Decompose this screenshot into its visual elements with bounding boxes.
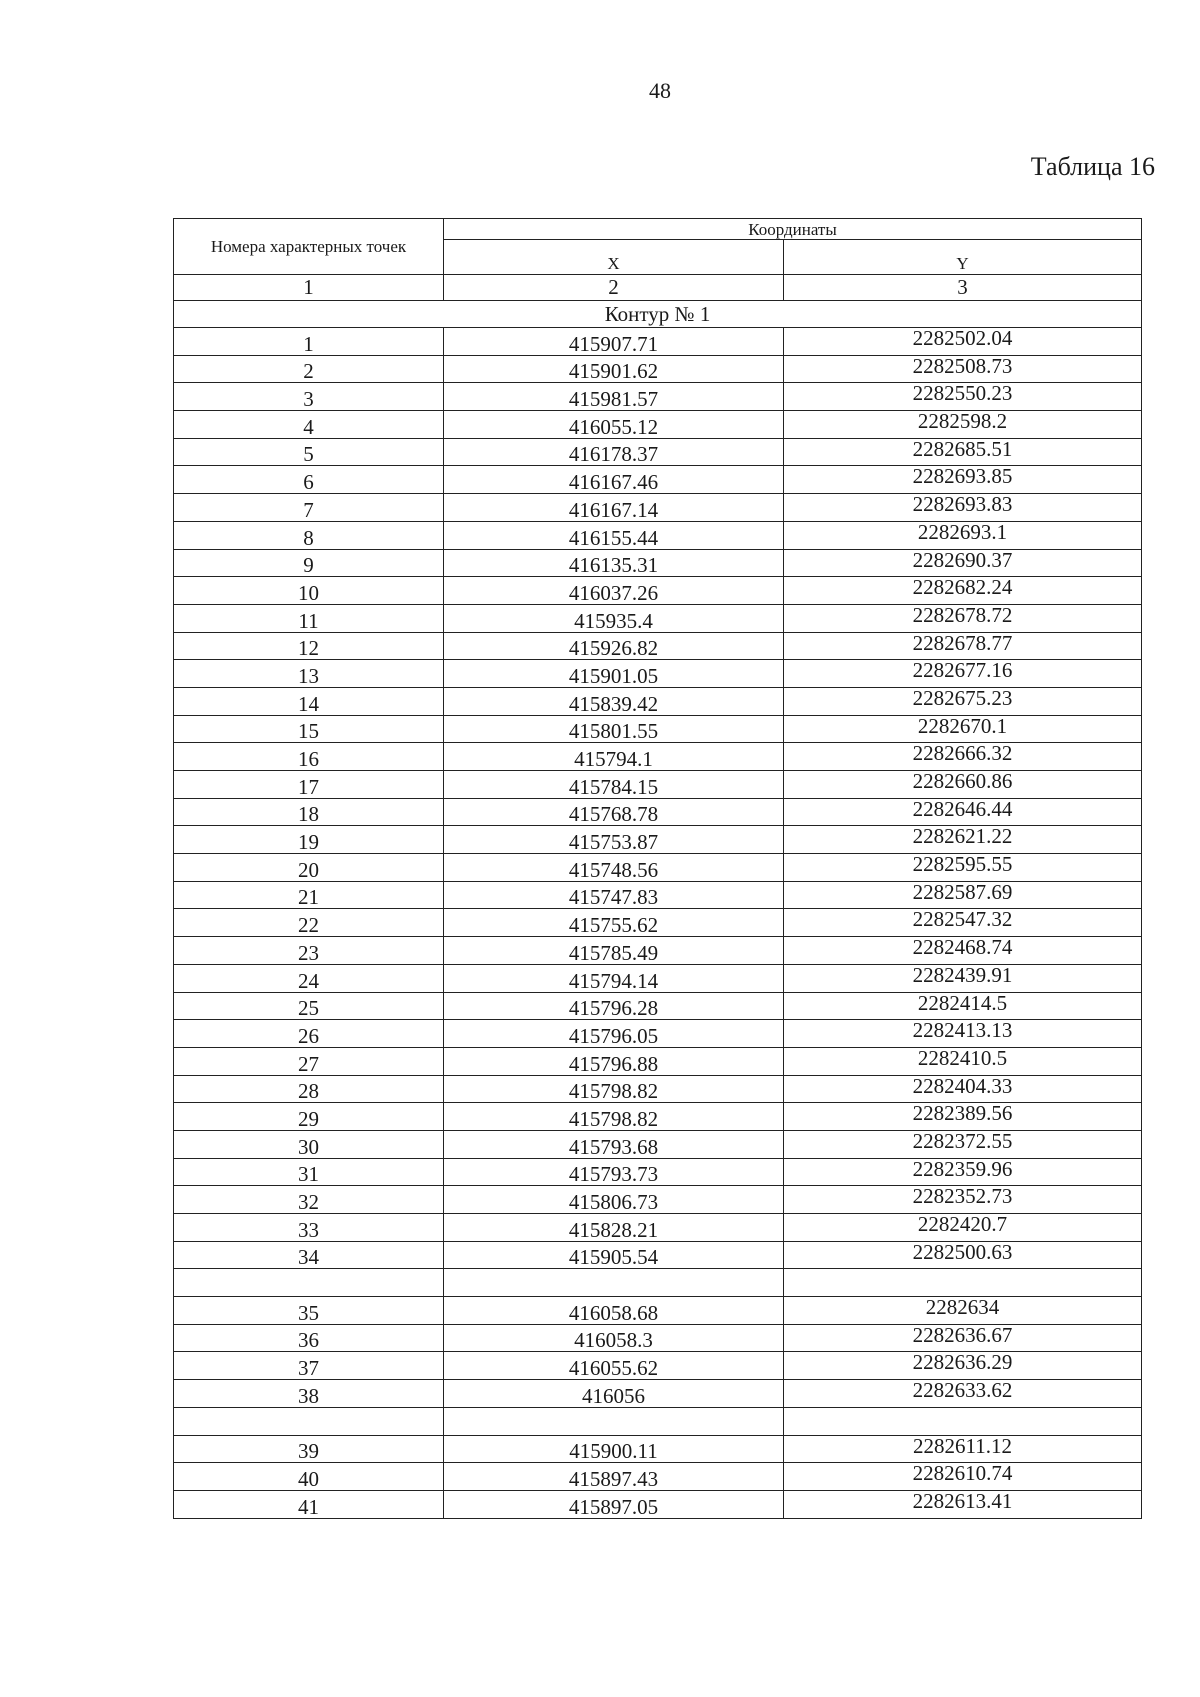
point-number-cell: 27	[174, 1047, 444, 1075]
table-row	[174, 964, 1142, 992]
x-coordinate-cell: 416167.46	[444, 466, 784, 494]
point-number-cell: 20	[174, 854, 444, 882]
x-coordinate-cell: 415935.4	[444, 604, 784, 632]
point-number-cell: 29	[174, 1103, 444, 1131]
y-coordinate-cell: 2282598.2	[784, 411, 1142, 439]
y-coordinate-cell: 2282611.12	[784, 1435, 1142, 1463]
y-coordinate-cell: 2282595.55	[784, 854, 1142, 882]
y-coordinate-cell: 2282677.16	[784, 660, 1142, 688]
table-row	[174, 1047, 1142, 1075]
y-coordinate-cell: 2282636.29	[784, 1352, 1142, 1380]
x-coordinate-cell: 416178.37	[444, 438, 784, 466]
table-row	[174, 909, 1142, 937]
point-number-cell: 32	[174, 1186, 444, 1214]
point-number-cell: 31	[174, 1158, 444, 1186]
x-coordinate-cell: 415897.05	[444, 1490, 784, 1518]
x-coordinate-cell: 415796.05	[444, 1020, 784, 1048]
table-row	[174, 798, 1142, 826]
table-row	[174, 715, 1142, 743]
x-coordinate-cell: 415897.43	[444, 1463, 784, 1491]
x-coordinate-cell: 416055.62	[444, 1352, 784, 1380]
x-coordinate-cell: 416058.3	[444, 1324, 784, 1352]
x-coordinate-cell: 416155.44	[444, 521, 784, 549]
x-coordinate-cell: 415796.28	[444, 992, 784, 1020]
x-coordinate-cell: 415839.42	[444, 687, 784, 715]
table-row	[174, 494, 1142, 522]
point-number-cell: 25	[174, 992, 444, 1020]
table-row	[174, 1490, 1142, 1518]
point-number-cell: 11	[174, 604, 444, 632]
point-number-cell: 28	[174, 1075, 444, 1103]
point-number-cell: 8	[174, 521, 444, 549]
coordinates-table	[173, 218, 1142, 1519]
table-row	[174, 1075, 1142, 1103]
x-coordinate-cell: 415747.83	[444, 881, 784, 909]
point-number-cell: 4	[174, 411, 444, 439]
point-number-cell: 22	[174, 909, 444, 937]
table-row	[174, 1158, 1142, 1186]
y-coordinate-cell: 2282690.37	[784, 549, 1142, 577]
point-number-cell: 40	[174, 1463, 444, 1491]
y-header: Y	[784, 240, 1142, 275]
table-row	[174, 1103, 1142, 1131]
table-row	[174, 992, 1142, 1020]
table-row	[174, 1380, 1142, 1408]
x-coordinate-cell	[444, 1269, 784, 1297]
column-number: 3	[784, 275, 1142, 301]
y-coordinate-cell: 2282660.86	[784, 771, 1142, 799]
table-row	[174, 604, 1142, 632]
x-coordinate-cell: 415828.21	[444, 1214, 784, 1242]
point-number-cell: 6	[174, 466, 444, 494]
table-row	[174, 632, 1142, 660]
x-coordinate-cell: 415905.54	[444, 1241, 784, 1269]
y-coordinate-cell: 2282587.69	[784, 881, 1142, 909]
y-coordinate-cell: 2282468.74	[784, 937, 1142, 965]
x-coordinate-cell: 415748.56	[444, 854, 784, 882]
points-header: Номера характерных точек	[174, 219, 444, 275]
table-row	[174, 743, 1142, 771]
table-row	[174, 1186, 1142, 1214]
y-coordinate-cell: 2282359.96	[784, 1158, 1142, 1186]
x-coordinate-cell: 415793.68	[444, 1130, 784, 1158]
table-row	[174, 1130, 1142, 1158]
y-coordinate-cell: 2282420.7	[784, 1214, 1142, 1242]
table-row	[174, 1435, 1142, 1463]
point-number-cell: 38	[174, 1380, 444, 1408]
x-coordinate-cell: 415794.1	[444, 743, 784, 771]
x-coordinate-cell: 415926.82	[444, 632, 784, 660]
point-number-cell: 16	[174, 743, 444, 771]
table-row	[174, 438, 1142, 466]
point-number-cell: 17	[174, 771, 444, 799]
x-coordinate-cell: 416056	[444, 1380, 784, 1408]
x-coordinate-cell: 415755.62	[444, 909, 784, 937]
point-number-cell: 21	[174, 881, 444, 909]
x-coordinate-cell: 415798.82	[444, 1103, 784, 1131]
point-number-cell: 33	[174, 1214, 444, 1242]
point-number-cell: 15	[174, 715, 444, 743]
y-coordinate-cell: 2282413.13	[784, 1020, 1142, 1048]
y-coordinate-cell: 2282613.41	[784, 1490, 1142, 1518]
table-row	[174, 826, 1142, 854]
x-coordinate-cell: 415907.71	[444, 328, 784, 356]
table-row	[174, 937, 1142, 965]
point-number-cell: 3	[174, 383, 444, 411]
column-number: 1	[174, 275, 444, 301]
x-header: X	[444, 240, 784, 275]
point-number-cell: 26	[174, 1020, 444, 1048]
point-number-cell: 10	[174, 577, 444, 605]
table-row	[174, 411, 1142, 439]
y-coordinate-cell: 2282693.1	[784, 521, 1142, 549]
table-row	[174, 521, 1142, 549]
y-coordinate-cell: 2282352.73	[784, 1186, 1142, 1214]
table-row	[174, 771, 1142, 799]
y-coordinate-cell: 2282508.73	[784, 355, 1142, 383]
table-row	[174, 1324, 1142, 1352]
y-coordinate-cell: 2282547.32	[784, 909, 1142, 937]
point-number-cell: 35	[174, 1297, 444, 1325]
x-coordinate-cell: 415768.78	[444, 798, 784, 826]
table-row	[174, 466, 1142, 494]
table-row	[174, 549, 1142, 577]
x-coordinate-cell: 415753.87	[444, 826, 784, 854]
x-coordinate-cell: 415798.82	[444, 1075, 784, 1103]
table-row	[174, 383, 1142, 411]
point-number-cell: 5	[174, 438, 444, 466]
table-row	[174, 1297, 1142, 1325]
point-number-cell: 36	[174, 1324, 444, 1352]
y-coordinate-cell: 2282670.1	[784, 715, 1142, 743]
page-number: 48	[649, 78, 671, 103]
x-coordinate-cell: 415981.57	[444, 383, 784, 411]
table-row	[174, 687, 1142, 715]
y-coordinate-cell: 2282685.51	[784, 438, 1142, 466]
x-coordinate-cell: 415801.55	[444, 715, 784, 743]
point-number-cell: 9	[174, 549, 444, 577]
table-row	[174, 1352, 1142, 1380]
y-coordinate-cell: 2282550.23	[784, 383, 1142, 411]
point-number-cell: 19	[174, 826, 444, 854]
point-number-cell: 7	[174, 494, 444, 522]
y-coordinate-cell: 2282502.04	[784, 328, 1142, 356]
x-coordinate-cell: 415901.62	[444, 355, 784, 383]
x-coordinate-cell: 415785.49	[444, 937, 784, 965]
y-coordinate-cell: 2282693.83	[784, 494, 1142, 522]
table-body	[174, 328, 1142, 1519]
x-coordinate-cell: 416058.68	[444, 1297, 784, 1325]
column-number: 2	[444, 275, 784, 301]
y-coordinate-cell: 2282693.85	[784, 466, 1142, 494]
point-number-cell: 2	[174, 355, 444, 383]
x-coordinate-cell: 416037.26	[444, 577, 784, 605]
point-number-cell: 1	[174, 328, 444, 356]
y-coordinate-cell: 2282634	[784, 1297, 1142, 1325]
y-coordinate-cell: 2282410.5	[784, 1047, 1142, 1075]
y-coordinate-cell: 2282610.74	[784, 1463, 1142, 1491]
x-coordinate-cell: 415806.73	[444, 1186, 784, 1214]
y-coordinate-cell: 2282678.77	[784, 632, 1142, 660]
x-coordinate-cell: 416135.31	[444, 549, 784, 577]
point-number-cell: 30	[174, 1130, 444, 1158]
x-coordinate-cell: 415793.73	[444, 1158, 784, 1186]
table-row	[174, 577, 1142, 605]
table-row	[174, 328, 1142, 356]
y-coordinate-cell: 2282636.67	[784, 1324, 1142, 1352]
y-coordinate-cell: 2282666.32	[784, 743, 1142, 771]
y-coordinate-cell: 2282389.56	[784, 1103, 1142, 1131]
y-coordinate-cell: 2282621.22	[784, 826, 1142, 854]
x-coordinate-cell: 416055.12	[444, 411, 784, 439]
table-row	[174, 355, 1142, 383]
point-number-cell	[174, 1269, 444, 1297]
y-coordinate-cell: 2282646.44	[784, 798, 1142, 826]
x-coordinate-cell: 415794.14	[444, 964, 784, 992]
table-row	[174, 854, 1142, 882]
point-number-cell: 39	[174, 1435, 444, 1463]
table-row	[174, 1214, 1142, 1242]
point-number-cell: 13	[174, 660, 444, 688]
x-coordinate-cell: 415796.88	[444, 1047, 784, 1075]
x-coordinate-cell: 416167.14	[444, 494, 784, 522]
point-number-cell: 37	[174, 1352, 444, 1380]
y-coordinate-cell: 2282414.5	[784, 992, 1142, 1020]
y-coordinate-cell	[784, 1407, 1142, 1435]
coordinates-header: Координаты	[444, 219, 1142, 240]
point-number-cell: 24	[174, 964, 444, 992]
y-coordinate-cell: 2282675.23	[784, 687, 1142, 715]
x-coordinate-cell: 415900.11	[444, 1435, 784, 1463]
y-coordinate-cell: 2282404.33	[784, 1075, 1142, 1103]
y-coordinate-cell	[784, 1269, 1142, 1297]
table-row	[174, 1463, 1142, 1491]
table-row	[174, 1020, 1142, 1048]
y-coordinate-cell: 2282439.91	[784, 964, 1142, 992]
table-row	[174, 881, 1142, 909]
y-coordinate-cell: 2282372.55	[784, 1130, 1142, 1158]
point-number-cell: 18	[174, 798, 444, 826]
x-coordinate-cell	[444, 1407, 784, 1435]
contour-title: Контур № 1	[174, 301, 1142, 328]
point-number-cell: 41	[174, 1490, 444, 1518]
point-number-cell: 14	[174, 687, 444, 715]
y-coordinate-cell: 2282682.24	[784, 577, 1142, 605]
x-coordinate-cell: 415784.15	[444, 771, 784, 799]
y-coordinate-cell: 2282500.63	[784, 1241, 1142, 1269]
x-coordinate-cell: 415901.05	[444, 660, 784, 688]
point-number-cell	[174, 1407, 444, 1435]
point-number-cell: 12	[174, 632, 444, 660]
y-coordinate-cell: 2282633.62	[784, 1380, 1142, 1408]
separator-row	[174, 1407, 1142, 1435]
table-caption: Таблица 16	[1030, 152, 1155, 181]
separator-row	[174, 1269, 1142, 1297]
point-number-cell: 23	[174, 937, 444, 965]
table-row	[174, 660, 1142, 688]
point-number-cell: 34	[174, 1241, 444, 1269]
table-row	[174, 1241, 1142, 1269]
y-coordinate-cell: 2282678.72	[784, 604, 1142, 632]
